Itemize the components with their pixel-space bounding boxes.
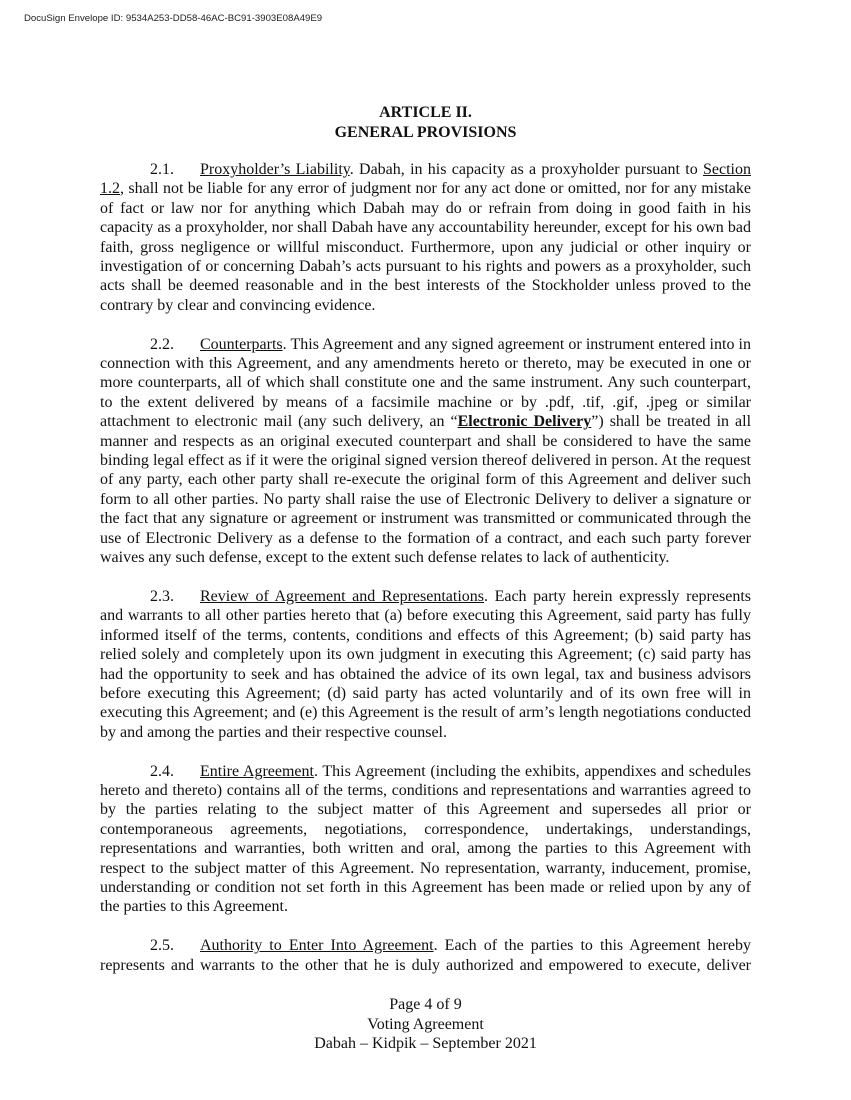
section-text: . This Agreement (including the exhibits, appendixes and schedules hereto and thereto) contains all of the terms, conditions and representations and warranties agreed to by the parties relating to the subject matter of this Agreement and supersedes all prior or contemporaneous agreements, negotiations, correspondence, undertakings, understandings, representations and warranties, both written and oral, among the parties to this Agreement with respect to the subject matter of this Agreement. No representation, warranty, inducement, promise, understanding or condition not set forth in this Agreement has been made or relied upon by any of the parties to this Agreement.: [100, 762, 751, 916]
section-text: . Each party herein expressly represents and warrants to all other parties hereto that (a) before executing this Agreement, said party has fully informed itself of the terms, contents, conditions and effects of this Agreement; (b) said party has relied solely and completely upon its own judgment in executing this Agreement; (c) said party has had the opportunity to seek and has obtained the advice of its own legal, tax and business advisors before executing this Agreement; (d) said party has acted voluntarily and of its own free will in executing this Agreement; and (e) this Agreement is the result of arm’s length negotiations conducted by and among the parties and their respective counsel.: [100, 587, 751, 741]
footer-doc-title: Voting Agreement: [367, 1015, 484, 1033]
section-number: 2.1.: [150, 161, 174, 178]
section-text: ”) shall be treated in all manner and respects as an original executed counterpart and shall be considered to have the same binding legal effect as if it were the original signed version thereof delivered in person. At the request of any party, each other party shall re-execute the original form of this Agreement and deliver such form to all other parties. No party shall raise the use of Electronic Delivery to deliver a signature or the fact that any signature or agreement or instrument was transmitted or communicated through the use of Electronic Delivery as a defense to the formation of a contract, and each such party forever waives any such defense, except to the extent such defense relates to lack of authenticity.: [100, 413, 752, 567]
section-number: 2.4.: [150, 762, 174, 780]
section-2-4: [100, 762, 751, 917]
section-number: 2.2.: [150, 335, 174, 353]
section-heading: Proxyholder’s Liability: [200, 161, 350, 178]
defined-term: Electronic Delivery: [457, 413, 592, 431]
section-text: , shall not be liable for any error of judgment nor for any act done or omitted, nor for any mistake of fact or law nor for anything which Dabah may do or refrain from doing in good faith in his capacity as a proxyholder, nor shall Dabah have any accountability hereunder, except for his own bad faith, gross negligence or willful misconduct. Furthermore, upon any judicial or other inquiry or investigation of or concerning Dabah’s acts pursuant to his rights and powers as a proxyholder, such acts shall be deemed reasonable and in the best interests of the Stockholder unless proved to the contrary by clear and convincing evidence.: [100, 180, 751, 314]
page-footer: [100, 995, 751, 1054]
section-2-5: [100, 936, 751, 975]
page-number: Page 4 of 9: [389, 996, 462, 1013]
section-2-1: [100, 160, 751, 315]
article-number: ARTICLE II.: [379, 104, 472, 121]
section-2-3: [100, 587, 751, 742]
section-reference: Section 1.2: [100, 161, 751, 198]
section-text: . Dabah, in his capacity as a proxyholder pursuant to: [349, 161, 703, 178]
section-heading: Authority to Enter Into Agreement: [200, 937, 434, 955]
document-page: [100, 103, 751, 994]
section-heading: Entire Agreement: [200, 762, 314, 780]
article-title: GENERAL PROVISIONS: [334, 124, 517, 141]
section-text: . This Agreement and any signed agreement or instrument entered into in connection with this Agreement, and any amendments hereto or thereto, may be executed in one or more counterparts, all of which shall constitute one and the same instrument. Any such counterpart, to the extent delivered by means of a facsimile machine or by .pdf, .tif, .gif, .jpeg or similar attachment to electronic mail (any such delivery, an “: [100, 335, 751, 431]
section-number: 2.3.: [150, 587, 174, 605]
docusign-envelope-id: DocuSign Envelope ID: 9534A253-DD58-46AC-BC91-3903E08A49E9: [24, 13, 323, 24]
section-heading: Review of Agreement and Representations: [200, 587, 484, 605]
section-heading: Counterparts: [200, 335, 283, 353]
footer-doc-ref: Dabah – Kidpik – September 2021: [314, 1035, 537, 1053]
section-number: 2.5.: [150, 937, 174, 955]
section-text: . Each of the parties to this Agreement hereby represents and warrants to the other that he is duly authorized and empowered to execute, deliver: [100, 937, 751, 974]
section-2-2: [100, 335, 751, 568]
article-heading: [100, 103, 751, 143]
